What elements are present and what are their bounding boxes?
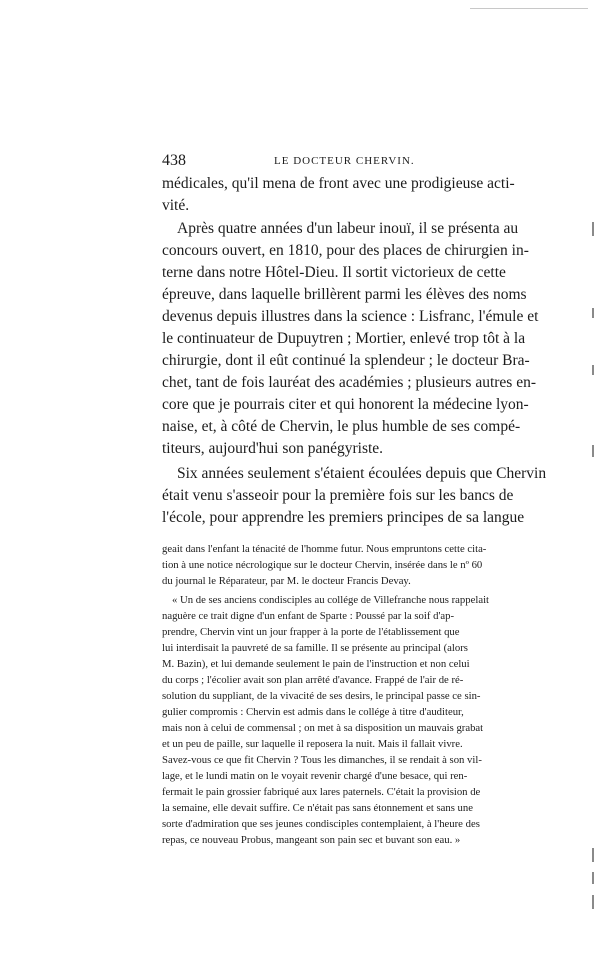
- footnote-line: et un peu de paille, sur laquelle il reposera la nuit. Mais il fallait vivre.: [162, 738, 463, 750]
- footnote-line: fermait le pain grossier fabriqué aux lares paternels. C'était la provision de: [162, 786, 481, 798]
- margin-mark: [592, 848, 594, 862]
- main-line: le continuateur de Dupuytren ; Mortier, enlevé trop tôt à la: [162, 330, 526, 347]
- margin-mark: [592, 365, 594, 375]
- running-title: LE DOCTEUR CHERVIN.: [274, 155, 415, 167]
- footnote-line: « Un de ses anciens condisciples au collége de Villefranche nous rappelait: [172, 594, 490, 606]
- margin-mark: [592, 222, 594, 236]
- main-line: chirurgie, dont il eût continué la splendeur ; le docteur Bra-: [162, 352, 530, 369]
- main-line: était venu s'asseoir pour la première fois sur les bancs de: [162, 487, 514, 504]
- main-line: l'école, pour apprendre les premiers principes de sa langue: [162, 509, 525, 526]
- footnote-line: solution du suppliant, de la vivacité de ses desirs, le principal passe ce sin-: [162, 690, 481, 702]
- margin-mark: [592, 308, 594, 318]
- main-line: Six années seulement s'étaient écoulées depuis que Chervin: [177, 465, 547, 482]
- footnote-line: lui interdisait la pauvreté de sa famille. Il se présente au principal (alors: [162, 642, 468, 654]
- page-number: 438: [162, 152, 186, 169]
- main-line: vité.: [162, 197, 190, 214]
- footnote-line: du journal le Réparateur, par M. le docteur Francis Devay.: [162, 575, 411, 587]
- footnote-line: lage, et le lundi matin on le voyait revenir chargé d'une besace, qui ren-: [162, 770, 468, 782]
- main-line: Après quatre années d'un labeur inouï, il se présenta au: [177, 220, 519, 237]
- main-line: médicales, qu'il mena de front avec une prodigieuse acti-: [162, 175, 515, 192]
- main-line: naise, et, à côté de Chervin, le plus humble de ses compé-: [162, 418, 521, 435]
- footnote-line: tion à une notice nécrologique sur le docteur Chervin, insérée dans le nº 60: [162, 559, 483, 571]
- margin-mark: [592, 895, 594, 909]
- main-line: terne dans notre Hôtel-Dieu. Il sortit victorieux de cette: [162, 264, 506, 281]
- footnote-line: sorte d'admiration que ses jeunes condisciples contemplaient, à l'heure des: [162, 818, 480, 830]
- footnote-line: mais non à celui de commensal ; on met à sa disposition un mauvais grabat: [162, 722, 484, 734]
- main-line: épreuve, dans laquelle brillèrent parmi les élèves des noms: [162, 286, 527, 303]
- margin-mark: [592, 445, 594, 457]
- footnote-line: naguère ce trait digne d'un enfant de Sparte : Poussé par la soif d'ap-: [162, 610, 455, 622]
- main-line: devenus depuis illustres dans la science : Lisfranc, l'émule et: [162, 308, 539, 325]
- main-line: core que je pourrais citer et qui honorent la médecine lyon-: [162, 396, 529, 413]
- footnote-line: M. Bazin), et lui demande seulement le pain de l'instruction et non celui: [162, 658, 470, 670]
- footnote-line: la semaine, elle devait suffire. Ce n'était pas sans étonnement et sans une: [162, 802, 473, 814]
- main-line: chet, tant de fois lauréat des académies ; plusieurs autres en-: [162, 374, 537, 391]
- footnote-line: repas, ce nouveau Probus, mangeant son pain sec et buvant son eau. »: [162, 834, 461, 846]
- main-line: titeurs, aujourd'hui son panégyriste.: [162, 440, 384, 457]
- main-line: concours ouvert, en 1810, pour des places de chirurgien in-: [162, 242, 529, 259]
- footnote-line: geait dans l'enfant la ténacité de l'homme futur. Nous empruntons cette cita-: [162, 543, 487, 555]
- footnote-line: Savez-vous ce que fit Chervin ? Tous les dimanches, il se rendait à son vil-: [162, 754, 482, 766]
- scan-edge-line: [470, 8, 588, 9]
- footnote-line: prendre, Chervin vint un jour frapper à la porte de l'établissement que: [162, 626, 460, 638]
- footnote-line: gulier compromis : Chervin est admis dans le collége à titre d'auditeur,: [162, 706, 464, 718]
- page-header: [162, 152, 442, 172]
- margin-mark: [592, 872, 594, 884]
- footnote-line: du corps ; l'écolier avait son plan arrêté d'avance. Frappé de l'air de ré-: [162, 674, 464, 686]
